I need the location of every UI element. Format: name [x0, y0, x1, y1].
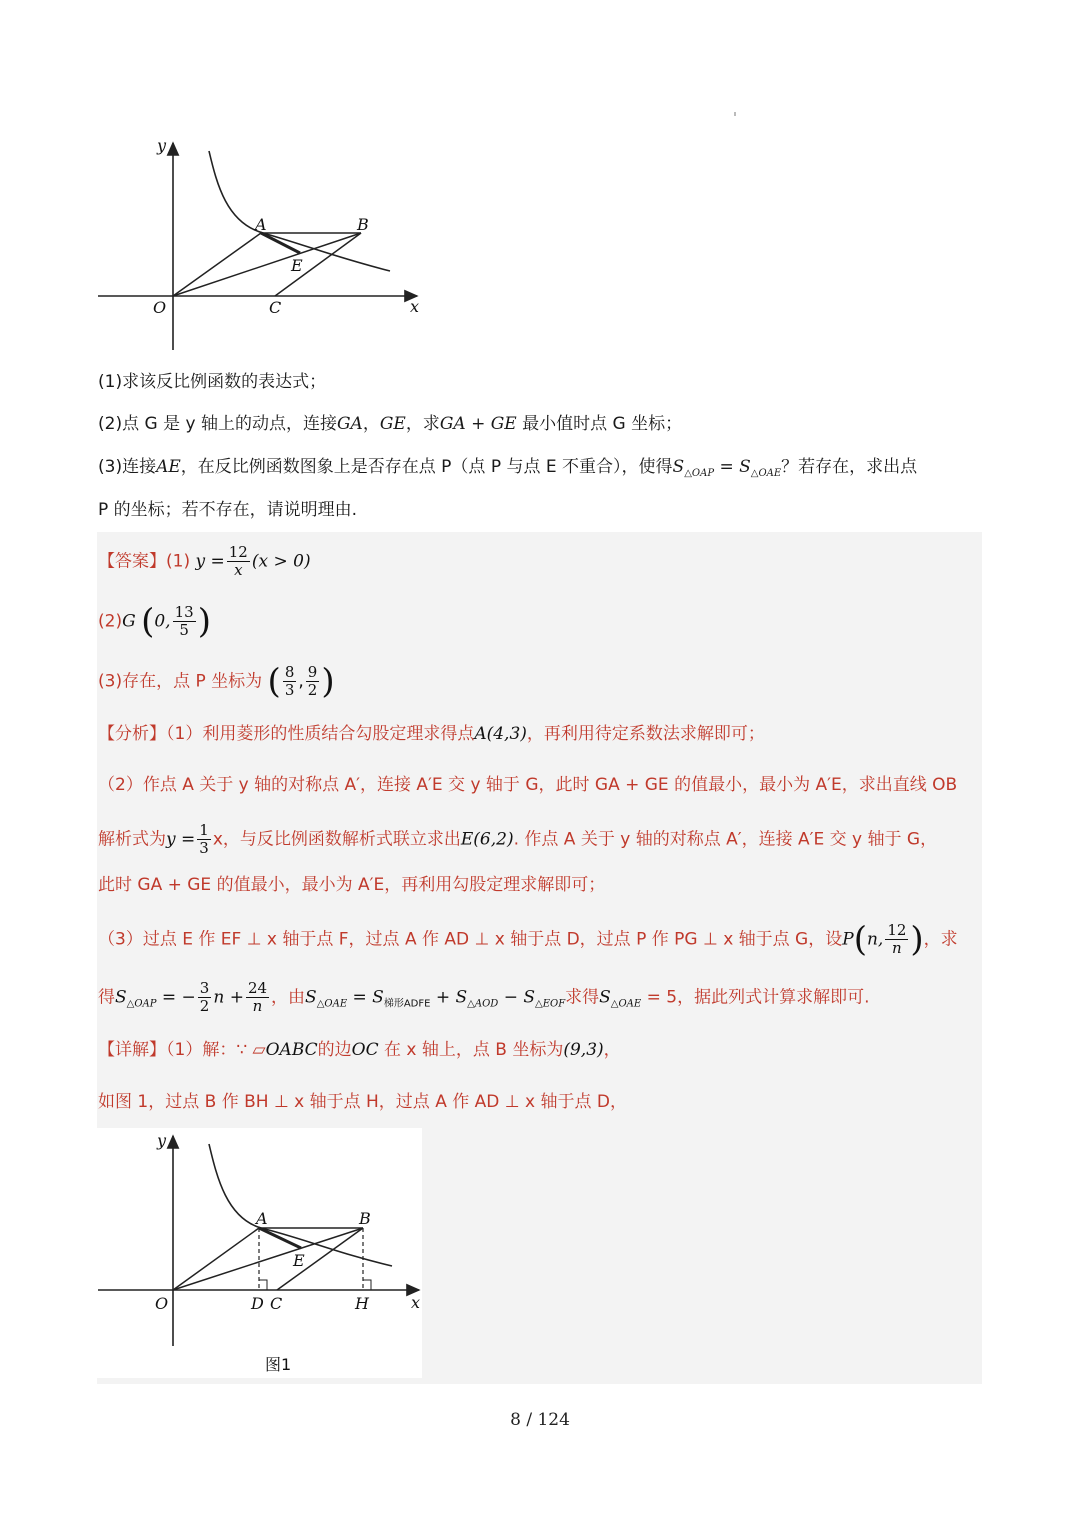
- label-x: x: [410, 297, 420, 316]
- label-O: O: [153, 298, 167, 317]
- analysis-p1-c: ，再利用待定系数法求解即可；: [526, 724, 765, 744]
- fig1-caption: 图1: [265, 1355, 292, 1374]
- analysis-p3-den2: n: [252, 997, 263, 1015]
- detail-2: [98, 1090, 627, 1114]
- a2-zero: 0,: [154, 611, 171, 632]
- question-2: [98, 412, 682, 436]
- a2-fraction: [173, 604, 196, 639]
- analysis-p2-line2-a: 解析式为: [98, 829, 166, 850]
- q2-m: 坐标；: [625, 414, 683, 434]
- q3-h: ？若存在，求出点: [781, 457, 918, 477]
- a3-den1: 3: [284, 681, 295, 699]
- page-number: 8 / 124: [510, 1410, 570, 1430]
- analysis-p3-line2-sub1: △OAP: [126, 998, 157, 1010]
- segment-OB: [173, 233, 361, 296]
- a3-rparen: ): [321, 661, 335, 702]
- analysis-p3-line1-c: ，求: [923, 929, 958, 950]
- analysis-p3-line1-a: （3）过点 E 作 EF ⊥ x 轴于点 F，过点 A 作 AD ⊥ x 轴于点 D，过点 P 作 PG ⊥ x 轴于点 G，设: [98, 929, 843, 950]
- analysis-p3-line2-sub2: △OAE: [316, 998, 348, 1010]
- a3-num2: 9: [307, 663, 318, 681]
- analysis-tag: 【分析】: [98, 724, 166, 744]
- analysis-p3-line2-l: = 5，据此列式计算求解即可.: [641, 987, 870, 1008]
- q3-e: △OAP: [684, 468, 715, 479]
- a3-lparen: (: [267, 661, 281, 702]
- q2-l: G: [612, 414, 626, 434]
- a3-den2: 2: [307, 681, 318, 699]
- a2-lparen: (: [141, 601, 155, 642]
- analysis-p3-line2-c: = −: [156, 987, 196, 1008]
- q3-b: AE: [156, 457, 181, 477]
- analysis-p3-lparen: (: [853, 919, 867, 960]
- a1-num: 12: [228, 543, 248, 561]
- q3-a: (3)连接: [98, 457, 157, 477]
- a2-prefix: (2): [98, 611, 123, 632]
- a1-fraction: [227, 544, 250, 579]
- analysis-p3-line2-f: S: [305, 987, 317, 1008]
- detail-l1-d: OC: [351, 1040, 379, 1060]
- analysis-p3-n: n,: [866, 929, 884, 950]
- a3-text: (3)存在，点 P 坐标为: [98, 671, 263, 692]
- analysis-p3-line2-sub4: △AOD: [467, 998, 499, 1010]
- q3-f: = S: [714, 457, 751, 477]
- figure-1: [97, 1128, 422, 1378]
- analysis-p1-a: （1）利用菱形的性质结合勾股定理求得点: [166, 724, 475, 744]
- q2-c: 是: [157, 414, 186, 434]
- q2-i: ，求: [405, 414, 440, 434]
- fig1-label-D: D: [251, 1294, 264, 1313]
- segment-OA: [173, 233, 261, 296]
- answer-3: [98, 661, 335, 702]
- detail-l1-f: (9,3): [563, 1040, 604, 1060]
- figure-top: [95, 135, 435, 355]
- q2-g: ，: [362, 414, 380, 434]
- analysis-p3-line2-sub6: △OAE: [610, 998, 642, 1010]
- analysis-p2-den: 3: [199, 839, 209, 857]
- detail-l1-e: 在 x 轴上，点 B 坐标为: [378, 1040, 564, 1060]
- answer-2: [98, 601, 211, 642]
- analysis-2-line3: [98, 873, 605, 897]
- fig1-label-O: O: [155, 1294, 169, 1313]
- analysis-p2-line3: 此时 GA + GE 的值最小，最小为 A′E，再利用勾股定理求解即可；: [98, 875, 606, 895]
- label-B: B: [357, 215, 369, 234]
- analysis-p2-line2-b: y =: [166, 829, 196, 850]
- a3-comma: ,: [298, 671, 304, 692]
- analysis-p2-line1: （2）作点 A 关于 y 轴的对称点 A′，连接 A′E 交 y 轴于 G，此时 GA + GE 的值最小，最小为 A′E，求出直线 OB: [98, 775, 958, 795]
- analysis-p3-fraction-2: [246, 980, 269, 1015]
- q3-c: ，在反比例函数图象上是否存在点 P（点 P 与点 E 不重合），使得: [180, 457, 673, 477]
- fig1-segment-BC: [277, 1228, 363, 1290]
- analysis-p3-line2-b: S: [115, 987, 127, 1008]
- fig1-segment-OB: [173, 1228, 363, 1290]
- analysis-p3-line2-sub5: △EOF: [535, 998, 566, 1010]
- detail-l1-a: （1）解：∵ ▱: [166, 1040, 266, 1060]
- a2-den: 5: [179, 621, 189, 639]
- q1-text: (1)求该反比例函数的表达式；: [98, 372, 327, 392]
- fig1-segment-OA: [173, 1228, 259, 1290]
- analysis-p3-fraction: [885, 922, 908, 957]
- analysis-p3-line2-d: n +: [213, 987, 244, 1008]
- q2-f: GA: [336, 414, 363, 434]
- analysis-p1-b: A(4,3): [474, 724, 527, 744]
- analysis-p2-line2-c: x，与反比例函数解析式联立求出: [212, 829, 461, 850]
- a1-lhs: y =: [195, 551, 225, 572]
- q2-k: 最小值时点: [516, 414, 613, 434]
- label-A: A: [255, 215, 267, 234]
- fig1-label-y: y: [157, 1131, 167, 1150]
- a3-fraction-1: [283, 664, 297, 699]
- question-3: [98, 455, 917, 486]
- label-E: E: [291, 256, 303, 275]
- q3-d: S: [672, 457, 685, 477]
- segment-BC: [275, 233, 361, 296]
- analysis-p3-den: n: [892, 939, 902, 957]
- answer-1: [98, 544, 311, 579]
- analysis-3-line2: [98, 980, 870, 1017]
- analysis-p2-line2-e: . 作点 A 关于 y 轴的对称点 A′，连接 A′E 交 y 轴于 G，: [513, 829, 938, 850]
- analysis-p3-line2-k: S: [599, 987, 611, 1008]
- analysis-p3-den1: 2: [199, 997, 210, 1015]
- analysis-1: [98, 722, 765, 746]
- detail-l1-b: OABC: [265, 1040, 318, 1060]
- fig1-label-A: A: [256, 1209, 268, 1228]
- a2-num: 13: [174, 603, 194, 621]
- analysis-p3-line2-g: = S: [347, 987, 384, 1008]
- analysis-p3-num: 12: [887, 921, 907, 939]
- analysis-p3-line2-i: − S: [498, 987, 535, 1008]
- analysis-p2-line2-d: E(6,2): [460, 829, 514, 850]
- scan-speck: [734, 112, 736, 116]
- question-3-line2: [98, 498, 357, 522]
- analysis-2: [98, 773, 957, 797]
- q3-line2: P 的坐标；若不存在，请说明理由.: [98, 500, 358, 520]
- fig1-label-H: H: [355, 1294, 369, 1313]
- analysis-p3-line2-a: 得: [98, 987, 115, 1008]
- q3-g: △OAE: [750, 468, 782, 479]
- q2-j: GA + GE: [439, 414, 517, 434]
- q2-e: 轴上的动点，连接: [195, 414, 337, 434]
- fig1-label-E: E: [293, 1251, 305, 1270]
- a1-prefix: (1): [166, 551, 191, 572]
- label-C: C: [269, 298, 282, 317]
- a1-den: x: [234, 561, 243, 579]
- q2-a: (2)点: [98, 414, 145, 434]
- answer-tag: 【答案】: [98, 551, 166, 572]
- analysis-2-line2: [98, 822, 937, 857]
- analysis-p2-num: 1: [199, 821, 209, 839]
- q2-d: y: [185, 414, 196, 434]
- a2-rparen: ): [197, 601, 211, 642]
- detail-1: [98, 1038, 621, 1062]
- a3-num1: 8: [284, 663, 295, 681]
- label-y: y: [157, 136, 167, 155]
- question-1: [98, 370, 326, 394]
- analysis-p3-line2-sub3: 梯形ADFE: [383, 998, 431, 1010]
- a3-fraction-2: [306, 664, 320, 699]
- a1-cond: (x > 0): [251, 551, 311, 572]
- detail-l2: 如图 1，过点 B 作 BH ⊥ x 轴于点 H，过点 A 作 AD ⊥ x 轴于点 D，: [98, 1092, 627, 1112]
- fig1-label-C: C: [270, 1294, 283, 1313]
- analysis-p3-line2-e: ，由: [271, 987, 306, 1008]
- analysis-p3-line2-h: + S: [430, 987, 468, 1008]
- detail-l1-c: 的边: [317, 1040, 352, 1060]
- detail-l1-g: ，: [603, 1040, 621, 1060]
- fig1-label-B: B: [359, 1209, 371, 1228]
- analysis-p3-rparen: ): [910, 919, 924, 960]
- analysis-p3-num2: 24: [247, 979, 268, 997]
- analysis-p3-fraction-1: [198, 980, 212, 1015]
- analysis-p3-num1: 3: [199, 979, 210, 997]
- analysis-p3-line2-j: 求得: [565, 987, 600, 1008]
- analysis-p3-line1-b: P: [842, 929, 854, 950]
- analysis-p2-fraction: [197, 822, 211, 857]
- fig1-right-angle-H: [363, 1280, 371, 1290]
- analysis-3: [98, 919, 958, 960]
- fig1-right-angle-D: [259, 1280, 267, 1290]
- q2-h: GE: [379, 414, 406, 434]
- detail-tag: 【详解】: [98, 1040, 166, 1060]
- a2-g: G: [122, 611, 136, 632]
- fig1-label-x: x: [411, 1293, 421, 1312]
- q2-b: G: [144, 414, 158, 434]
